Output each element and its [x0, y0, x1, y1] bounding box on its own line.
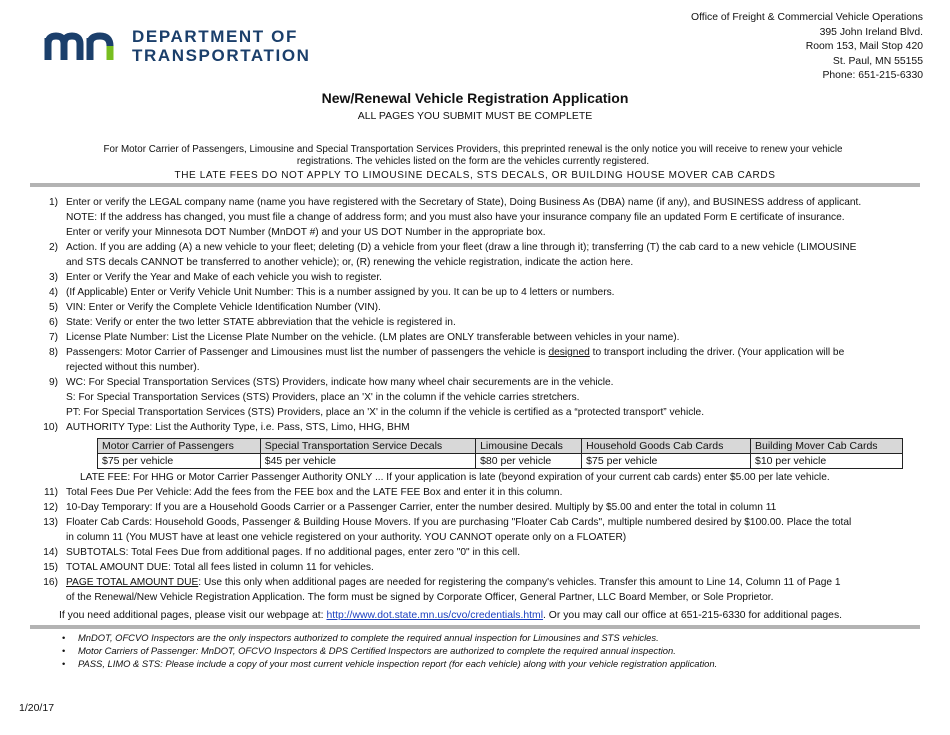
note-text: PASS, LIMO & STS: Please include a copy of your most current vehicle inspection report (for each vehicle) along with your vehicle registration application.	[78, 658, 718, 669]
office-name: Office of Freight & Commercial Vehicle Operations	[691, 12, 923, 23]
page-subtitle: ALL PAGES YOU SUBMIT MUST BE COMPLETE	[357, 110, 593, 122]
item-text-underlined: PAGE TOTAL AMOUNT DUE	[66, 577, 199, 588]
note-text: Motor Carriers of Passenger: MnDOT, OFCVO Inspectors & DPS Certified Inspectors are authorized to complete the required annual inspection.	[78, 645, 676, 656]
item-text: Enter or Verify the Year and Make of each vehicle you wish to register.	[66, 272, 382, 283]
instruction-item	[28, 345, 928, 360]
item-number: 5)	[48, 302, 58, 313]
table-row	[98, 454, 903, 469]
item-text-cont: PT: For Special Transportation Services (STS) Providers, place an 'X' in the column if the vehicle is certified as a “protected transport” vehicle.	[66, 407, 705, 418]
logo-line-2: TRANSPORTATION	[132, 46, 311, 65]
item-text: Floater Cab Cards: Household Goods, Passenger & Building House Movers. If you are purchasing "Floater Cab Cards", multiple numbered desired by $100.00. Place the total	[66, 517, 852, 528]
item-text-cont: NOTE: If the address has changed, you must file a change of address form; and you must also have your insurance company file an updated Form E certificate of insurance.	[66, 212, 845, 223]
instruction-item	[28, 330, 928, 345]
item-number: 6)	[48, 317, 58, 328]
credentials-link[interactable]: http://www.dot.state.mn.us/cvo/credentials.html	[326, 610, 544, 621]
form-date: 1/20/17	[19, 702, 55, 714]
divider-top	[30, 183, 920, 187]
item-text: VIN: Enter or Verify the Complete Vehicle Identification Number (VIN).	[66, 302, 381, 313]
logo-line-1: DEPARTMENT OF	[132, 27, 298, 46]
item-text-cont: and STS decals CANNOT be transferred to another vehicle); or, (R) renewing the vehicle registration, indicate the action here.	[66, 257, 634, 268]
item-text: License Plate Number: List the License Plate Number on the vehicle. (LM plates are ONLY transferable between vehicles in your name).	[66, 332, 680, 343]
instruction-item	[28, 485, 928, 500]
instruction-item	[28, 500, 928, 515]
item-text-cont: of the Renewal/New Vehicle Registration Application. The form must be signed by Corporate Officer, General Partner, LLC Board Member, or Sole Proprietor.	[66, 592, 774, 603]
item-text-underlined: designed	[548, 347, 590, 358]
item-number: 10)	[43, 422, 58, 433]
inspection-notes	[62, 631, 717, 670]
table-header-cell: Motor Carrier of Passengers	[98, 439, 261, 454]
table-cell: $80 per vehicle	[476, 454, 582, 469]
bullet-icon: •	[62, 658, 66, 669]
instruction-item	[28, 545, 928, 560]
office-street: 395 John Ireland Blvd.	[819, 26, 923, 38]
item-number: 15)	[43, 562, 58, 573]
item-number: 8)	[48, 347, 58, 358]
item-text: Total Fees Due Per Vehicle: Add the fees from the FEE box and the LATE FEE Box and enter it in this column.	[66, 487, 563, 498]
item-number: 1)	[48, 197, 58, 208]
item-text	[66, 575, 928, 590]
table-cell: $75 per vehicle	[582, 454, 751, 469]
mndot-logo	[44, 27, 311, 65]
table-header-cell: Household Goods Cab Cards	[582, 439, 751, 454]
divider-bottom	[30, 625, 920, 629]
item-text: (If Applicable) Enter or Verify Vehicle Unit Number: This is a number assigned by you. It can be up to 4 letters or numbers.	[66, 287, 615, 298]
late-fee-notice: THE LATE FEES DO NOT APPLY TO LIMOUSINE DECALS, STS DECALS, OR BUILDING HOUSE MOVER CAB CARDS	[174, 170, 776, 181]
item-number: 3)	[48, 272, 58, 283]
item-text: 10-Day Temporary: If you are a Household Goods Carrier or a Passenger Carrier, enter the number desired. Multiply by $5.00 and enter the total in column 11	[66, 502, 777, 513]
item-text: TOTAL AMOUNT DUE: Total all fees listed in column 11 for vehicles.	[66, 562, 374, 573]
intro-line-2: registrations. The vehicles listed on the form are the vehicles currently registered.	[296, 156, 650, 167]
intro-paragraph	[40, 144, 906, 168]
item-text: Action. If you are adding (A) a new vehicle to your fleet; deleting (D) a vehicle from your fleet (draw a line through it); transferring (T) the cab card to a new vehicle (LIMOUSINE	[66, 242, 857, 253]
instruction-item	[28, 285, 928, 300]
item-text-cont: rejected without this number).	[66, 362, 200, 373]
note-text: MnDOT, OFCVO Inspectors are the only inspectors authorized to complete the required annual inspection for Limousines and STS vehicles.	[78, 632, 659, 643]
item-text-cont: S: For Special Transportation Services (STS) Providers, place an 'X' in the column if the vehicle carries stretchers.	[66, 392, 580, 403]
office-room: Room 153, Mail Stop 420	[805, 41, 923, 53]
note-item	[62, 644, 717, 657]
instruction-item	[28, 375, 928, 390]
item-number: 11)	[44, 487, 58, 498]
item-number: 13)	[43, 517, 58, 528]
office-address	[691, 11, 923, 84]
table-header-cell: Building Mover Cab Cards	[751, 439, 903, 454]
item-number: 14)	[43, 547, 58, 558]
instruction-item	[28, 315, 928, 330]
item-text-post: to transport including the driver. (Your application will be	[589, 347, 845, 358]
table-cell: $75 per vehicle	[98, 454, 261, 469]
note-item	[62, 631, 717, 644]
late-fee-text: LATE FEE: For HHG or Motor Carrier Passenger Authority ONLY ... If your application is late (beyond expiration of your current cab cards) enter $5.00 per late vehicle.	[80, 472, 830, 483]
instruction-list	[28, 195, 928, 435]
item-text: State: Verify or enter the two letter STATE abbreviation that the vehicle is registered in.	[66, 317, 456, 328]
item-text-rest: : Use this only when additional pages are needed for registering the company's vehicles. Transfer this amount to Line 14, Column 11 of Page 1	[198, 577, 841, 588]
instruction-item	[28, 575, 928, 590]
item-number: 4)	[48, 287, 58, 298]
item-text: Enter or verify the LEGAL company name (name you have registered with the Secretary of State), Doing Business As (DBA) name (if any), and BUSINESS address of applicant.	[66, 197, 862, 208]
table-cell: $10 per vehicle	[751, 454, 903, 469]
web-info-pre: If you need additional pages, please visit our webpage at:	[59, 610, 327, 621]
logo-wordmark	[132, 27, 311, 65]
office-phone: Phone: 651-215-6330	[822, 70, 923, 82]
table-cell: $45 per vehicle	[260, 454, 475, 469]
web-info-post: . Or you may call our office at 651-215-6330 for additional pages.	[543, 610, 843, 621]
item-number: 9)	[48, 377, 58, 388]
item-text: WC: For Special Transportation Services (STS) Providers, indicate how many wheel chair securements are in the vehicle.	[66, 377, 614, 388]
instruction-item	[28, 560, 928, 575]
bullet-icon: •	[62, 632, 66, 643]
office-city: St. Paul, MN 55155	[832, 55, 923, 67]
page-title: New/Renewal Vehicle Registration Application	[321, 90, 629, 106]
item-text: AUTHORITY Type: List the Authority Type, i.e. Pass, STS, Limo, HHG, BHM	[66, 422, 410, 433]
table-header-cell: Limousine Decals	[476, 439, 582, 454]
item-text	[66, 345, 928, 360]
note-item	[62, 657, 717, 670]
item-text: SUBTOTALS: Total Fees Due from additional pages. If no additional pages, enter zero "0" in this cell.	[66, 547, 521, 558]
table-header-cell: Special Transportation Service Decals	[260, 439, 475, 454]
item-text-cont: Enter or verify your Minnesota DOT Number (MnDOT #) and your US DOT Number in the appropriate box.	[66, 227, 546, 238]
item-number: 2)	[48, 242, 58, 253]
instruction-list-2	[28, 470, 928, 605]
item-number: 12)	[43, 502, 58, 513]
instruction-item	[28, 240, 928, 255]
mn-logo-mark	[44, 30, 124, 62]
intro-line-1: For Motor Carrier of Passengers, Limousine and Special Transportation Services Providers, this preprinted renewal is the only notice you will receive to renew your vehicle	[103, 144, 843, 155]
instruction-item	[28, 515, 928, 530]
table-header-row	[98, 439, 903, 454]
item-number: 16)	[43, 577, 58, 588]
authority-fee-table	[97, 438, 903, 469]
item-text-cont: in column 11 (You MUST have at least one vehicle registered on your authority. YOU CANNOT operate only on a FLOATER)	[66, 532, 627, 543]
instruction-item	[28, 195, 928, 210]
instruction-item	[28, 270, 928, 285]
item-number: 7)	[48, 332, 58, 343]
item-text-pre: Passengers: Motor Carrier of Passenger and Limousines must list the number of passengers the vehicle is	[66, 347, 549, 358]
instruction-item	[28, 420, 928, 435]
bullet-icon: •	[62, 645, 66, 656]
instruction-item	[28, 300, 928, 315]
web-info-line	[59, 610, 842, 621]
